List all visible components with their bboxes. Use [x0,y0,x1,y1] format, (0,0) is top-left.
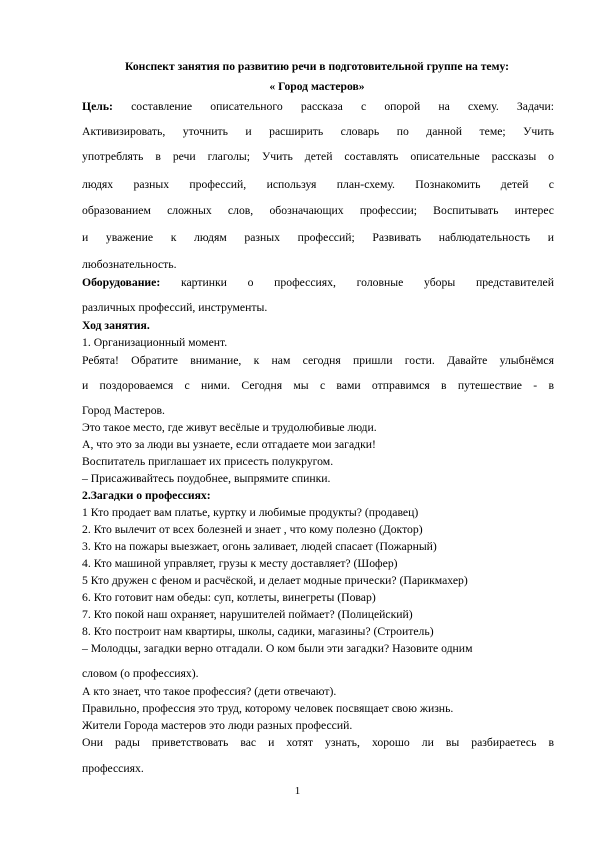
equipment-line-1: Оборудование: картинки о профессиях, головные уборы представителей [82,276,554,289]
equipment-label: Оборудование: [82,276,161,289]
goal-label: Цель: [82,100,113,113]
riddle-item: 8. Кто построит нам квартиры, школы, садики, магазины? (Строитель) [82,625,434,638]
greeting-line-1: Ребята! Обратите внимание, к нам сегодня пришли гости. Давайте улыбнёмся [82,354,554,367]
goal-line-6: и уважение к людям разных профессий; Развивать наблюдательность и [82,231,554,244]
document-subtitle: « Город мастеров» [269,80,365,93]
section-riddles: 2.Загадки о профессиях: [82,489,211,502]
goal-line-5: образованием сложных слов, обозначающих профессии; Воспитывать интерес [82,204,554,217]
intro-line-4: – Присаживайтесь поудобнее, выпрямите спинки. [82,472,331,485]
after-line-2: словом (о профессиях). [82,667,199,680]
goal-line-3: употреблять в речи глаголы; Учить детей составлять описательные рассказы о [82,150,554,163]
greeting-line-2: и поздороваемся с ними. Сегодня мы с вами отправимся в путешествие - в [82,379,554,392]
riddle-item: 6. Кто готовит нам обеды: суп, котлеты, винегреты (Повар) [82,591,376,604]
riddle-item: 1 Кто продает вам платье, куртку и любимые продукты? (продавец) [82,506,419,519]
goal-line-7: любознательность. [82,258,177,271]
intro-line-3: Воспитатель приглашает их присесть полукругом. [82,455,334,468]
riddle-item: 7. Кто покой наш охраняет, нарушителей поймает? (Полицейский) [82,608,413,621]
greeting-line-3: Город Мастеров. [82,404,165,417]
intro-line-1: Это такое место, где живут весёлые и трудолюбивые люди. [82,421,377,434]
goal-line-4: людях разных профессий, используя план-схему. Познакомить детей с [82,178,554,191]
after-line-5: Жители Города мастеров это люди разных профессий. [82,719,353,732]
after-line-1: – Молодцы, загадки верно отгадали. О ком были эти загадки? Назовите одним [82,642,473,655]
course-heading: Ход занятия. [82,319,150,332]
page-number: 1 [294,785,301,797]
riddle-item: 2. Кто вылечит от всех болезней и знает , что кому полезно (Доктор) [82,523,423,536]
document-title: Конспект занятия по развитию речи в подготовительной группе на тему: [125,60,509,73]
riddle-item: 3. Кто на пожары выезжает, огонь заливает, людей спасает (Пожарный) [82,540,437,553]
after-line-4: Правильно, профессия это труд, которому человек посвящает свою жизнь. [82,702,454,715]
equipment-line-2: различных профессий, инструменты. [82,301,268,314]
after-line-3: А кто знает, что такое профессия? (дети отвечают). [82,685,337,698]
goal-line-2: Активизировать, уточнить и расширить словарь по данной теме; Учить [82,125,554,138]
goal-line-1: Цель: составление описательного рассказа с опорой на схему. Задачи: [82,100,554,113]
after-line-6: Они рады приветствовать вас и хотят узнать, хорошо ли вы разбираетесь в [82,736,554,749]
riddle-item: 5 Кто дружен с феном и расчёской, и делает модные прически? (Парикмахер) [82,574,468,587]
riddle-item: 4. Кто машиной управляет, грузы к месту доставляет? (Шофер) [82,557,398,570]
after-line-7: профессиях. [82,762,144,775]
section-organizational: 1. Организационный момент. [82,336,228,349]
intro-line-2: А, что это за люди вы узнаете, если отгадаете мои загадки! [82,438,376,451]
